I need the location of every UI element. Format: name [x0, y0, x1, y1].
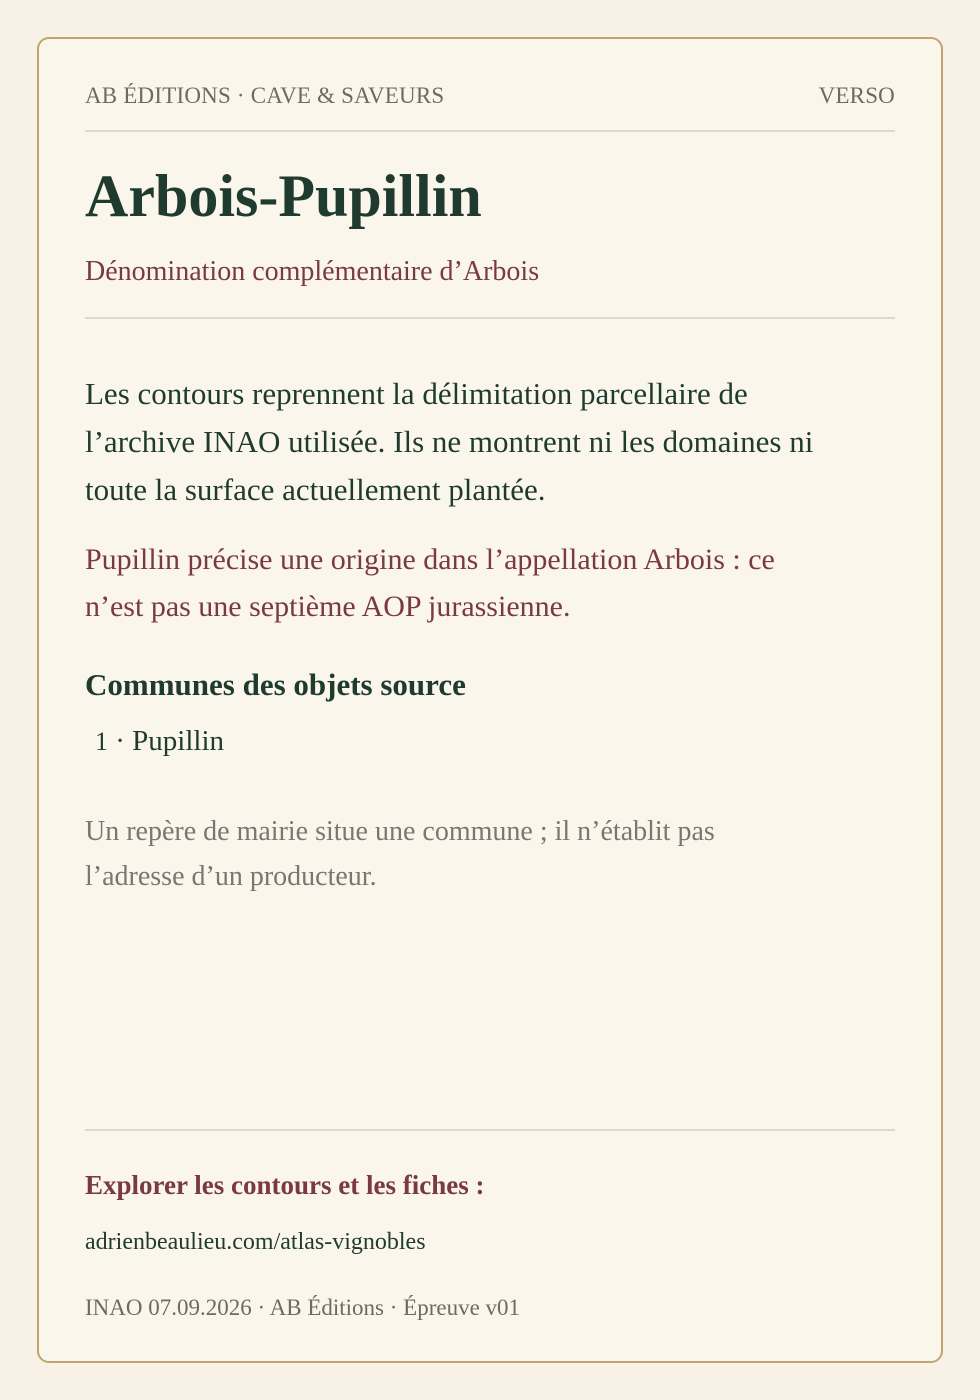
communes-heading: Communes des objets source — [85, 667, 466, 702]
footer-divider — [85, 1129, 895, 1131]
atlas-link[interactable]: adrienbeaulieu.com/atlas-vignobles — [85, 1229, 426, 1255]
card — [37, 37, 943, 1363]
commune-number: 1 — [95, 727, 108, 756]
commune-name: Pupillin — [132, 725, 225, 757]
origin-note: Pupillin précise une origine dans l’appellation Arbois : ce n’est pas une septième AOP jurassienne. — [85, 543, 775, 623]
footer-meta: INAO 07.09.2026 · AB Éditions · Épreuve v01 — [85, 1295, 521, 1320]
card-header — [85, 83, 895, 109]
commune-separator: · — [115, 725, 133, 757]
header-divider — [85, 130, 895, 132]
mairie-note: Un repère de mairie situe une commune ; il n’établit pas l’adresse d’un producteur. — [85, 816, 715, 892]
commune-item — [95, 725, 224, 758]
side-label: VERSO — [818, 83, 895, 108]
communes-list — [95, 725, 224, 758]
page-title: Arbois-Pupillin — [85, 163, 482, 229]
title-divider — [85, 317, 895, 319]
explore-label: Explorer les contours et les fiches : — [85, 1170, 485, 1200]
contours-paragraph: Les contours reprennent la délimitation parcellaire de l’archive INAO utilisée. Ils ne montrent ni les domaines ni toute la surface actuellement plantée. — [85, 376, 814, 507]
publisher-label: AB ÉDITIONS · CAVE & SAVEURS — [85, 83, 445, 108]
page-subtitle: Dénomination complémentaire d’Arbois — [85, 256, 540, 287]
